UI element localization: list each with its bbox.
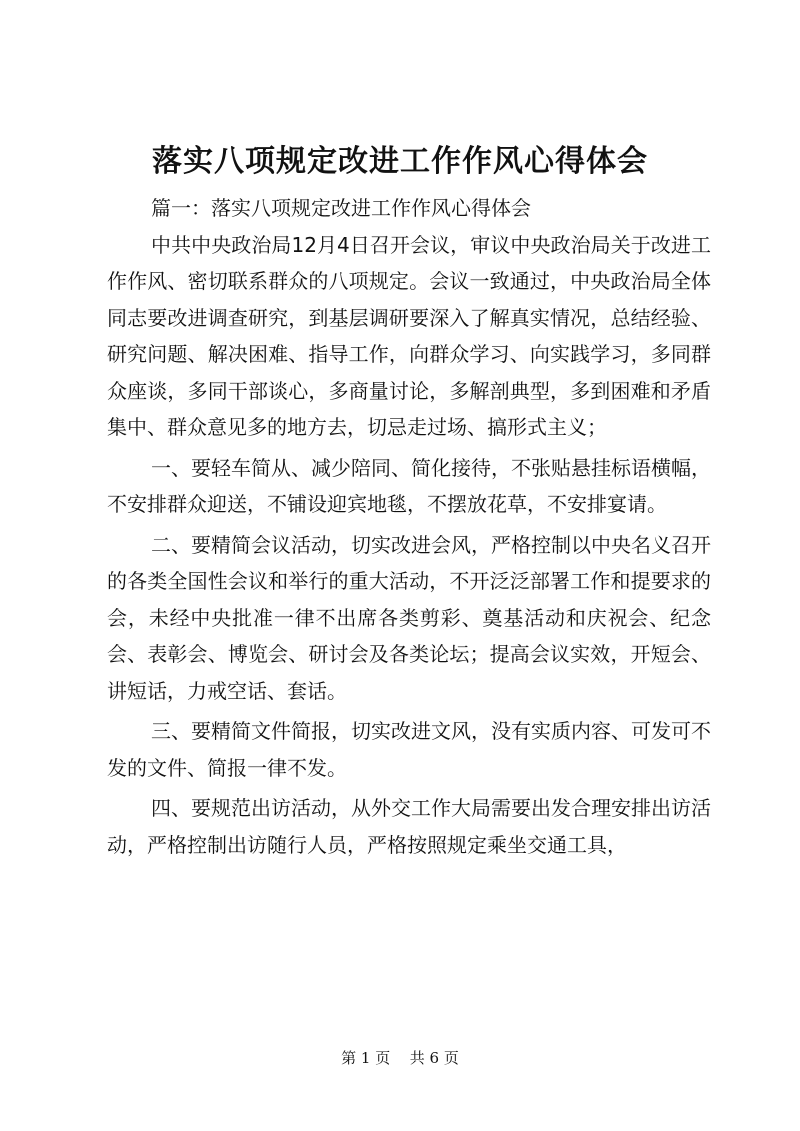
paragraph-rule-3: 三、要精简文件简报，切实改进文风，没有实质内容、可发可不发的文件、简报一律不发。 [107,719,711,780]
document-body [107,190,711,863]
paragraph-rule-4: 四、要规范出访活动，从外交工作大局需要出发合理安排出访活动，严格控制出访随行人员，严格按照规定乘坐交通工具， [107,796,711,857]
paragraph-intro: 中共中央政治局12月4日召开会议，审议中央政治局关于改进工作作风、密切联系群众的八项规定。会议一致通过，中央政治局全体同志要改进调查研究，到基层调研要深入了解真实情况，总结经验、研究问题、解决困难、指导工作，向群众学习、向实践学习，多同群众座谈，多同干部谈心，多商量讨论，多解剖典型，多到困难和矛盾集中、群众意见多的地方去，切忌走过场、搞形式主义； [107,232,711,439]
section-heading: 篇一：落实八项规定改进工作作风心得体会 [151,196,531,220]
paragraph-rule-2: 二、要精简会议活动，切实改进会风，严格控制以中央名义召开的各类全国性会议和举行的重大活动，不开泛泛部署工作和提要求的会，未经中央批准一律不出席各类剪彩、奠基活动和庆祝会、纪念会、表彰会、博览会、研讨会及各类论坛；提高会议实效，开短会、讲短话，力戒空话、套话。 [107,532,711,703]
paragraph-rule-1: 一、要轻车简从、减少陪同、简化接待，不张贴悬挂标语横幅，不安排群众迎送，不铺设迎宾地毯，不摆放花草，不安排宴请。 [107,455,711,516]
page-total: 共 6 页 [409,1049,459,1067]
document-title: 落实八项规定改进工作作风心得体会 [152,144,648,179]
page-number: 第 1 页 [341,1049,391,1067]
page-footer [0,1048,800,1068]
